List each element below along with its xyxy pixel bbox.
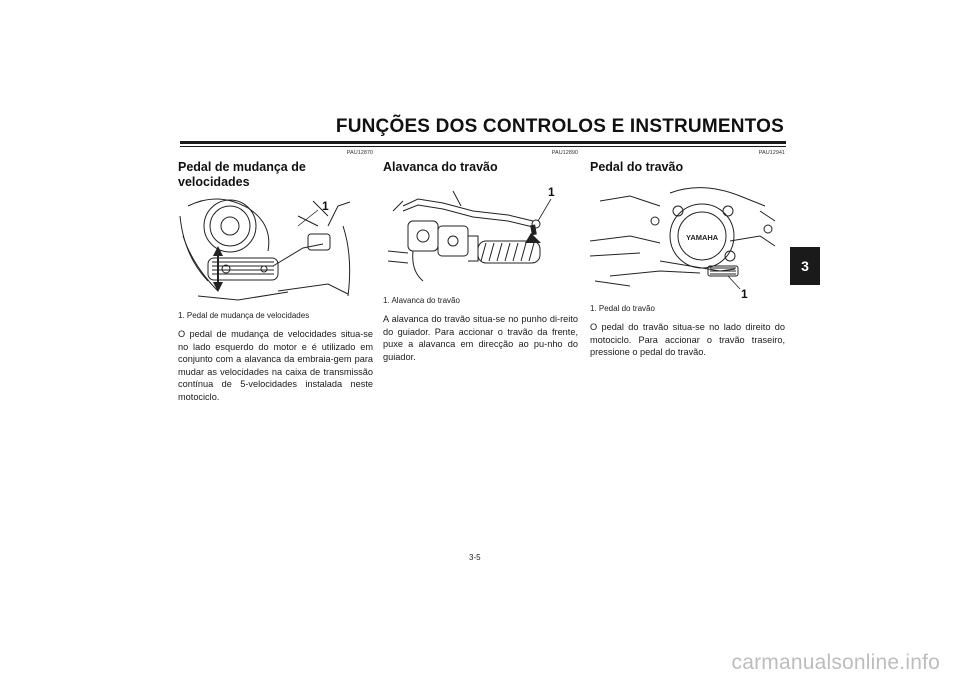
brake-lever-illustration (383, 181, 578, 293)
section-code: PAU12890 (551, 150, 578, 156)
callout-number: 1 (548, 185, 555, 199)
chapter-tab[interactable]: 3 (790, 247, 820, 285)
page-number: 3-5 (469, 553, 481, 562)
section-title: Pedal de mudança de velocidades (178, 160, 306, 189)
section-code: PAU12870 (346, 150, 373, 156)
header-rule-thin (180, 146, 786, 147)
figure-caption: 1. Alavanca do travão (383, 296, 460, 305)
section-title: Alavanca do travão (383, 160, 498, 174)
callout-number: 1 (322, 199, 329, 213)
brake-pedal-illustration (590, 181, 785, 301)
section-title: Pedal do travão (590, 160, 684, 174)
section-body: O pedal do travão situa-se no lado direito do motociclo. Para accionar o travão traseiro, pressione o pedal do travão. (590, 322, 785, 358)
section-shift-pedal (178, 150, 373, 404)
callout-number: 1 (741, 287, 748, 301)
page-title: FUNÇÕES DOS CONTROLOS E INSTRUMENTOS (335, 116, 784, 137)
watermark[interactable]: carmanualsonline.info (731, 651, 940, 674)
figure-caption: 1. Pedal de mudança de velocidades (178, 311, 310, 320)
section-code: PAU12941 (758, 150, 785, 156)
section-brake-lever (383, 150, 578, 363)
shift-pedal-illustration (178, 196, 373, 308)
yamaha-logo: YAMAHA (686, 233, 719, 242)
figure-caption: 1. Pedal do travão (590, 304, 655, 313)
header-rule (180, 141, 786, 144)
section-brake-pedal (590, 150, 785, 359)
section-body: A alavanca do travão situa-se no punho di-reito do guiador. Para accionar o travão da frente, puxe a alavanca em direcção ao pu-nho do guiador. (383, 314, 578, 362)
section-body: O pedal de mudança de velocidades situa-se no lado esquerdo do motor e é utilizado em conjunto com a alavanca da embraia-gem para mudar as velocidades na caixa de transmissão contínua de 5-velocidades instalada neste motociclo. (178, 329, 373, 402)
